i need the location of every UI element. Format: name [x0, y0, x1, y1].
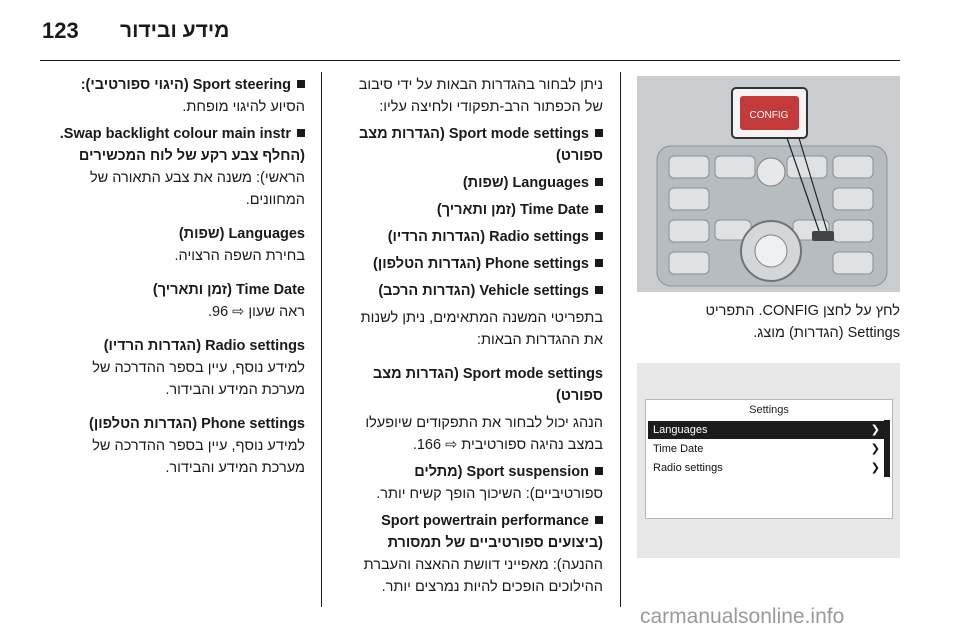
section-title: Time Date (זמן ותאריך) [152, 282, 305, 298]
section-title: Radio settings (הגדרות הרדיו) [103, 338, 305, 354]
body-line: בתפריטי המשנה המתאימים, ניתן לשנות [360, 310, 603, 326]
bullet-text: Sport powertrain performance [381, 513, 589, 529]
section-title: Languages (שפות) [178, 226, 305, 242]
bullet-text: Radio settings (הגדרות הרדיו) [387, 229, 589, 245]
left-column [40, 74, 305, 479]
square-bullet-icon [595, 467, 603, 475]
page-title: מידע ובידור [120, 19, 230, 42]
bullet-item [40, 74, 305, 96]
bullet-text-cont: ההילוכים הופכים להיות נמרצים יותר. [381, 579, 603, 595]
bullet-text: Sport mode settings (הגדרות מצב [358, 126, 589, 142]
intro-line: של הכפתור הרב-תפקודי ולחיצה עליו: [379, 99, 603, 115]
bullet-item [338, 280, 603, 302]
square-bullet-icon [595, 232, 603, 240]
caption-line: לחץ על לחצן CONFIG. התפריט [705, 303, 900, 319]
body-line: את ההגדרות הבאות: [476, 332, 603, 348]
section-title: Sport mode settings (הגדרות מצב [372, 366, 603, 382]
screen-item-languages[interactable] [648, 421, 884, 439]
bullet-text-cont: ספורטיביים): השיכוך הופך קשיח יותר. [376, 486, 603, 502]
body-line: הנהג יכול לבחור את התפקודים שיופעלו [365, 415, 603, 431]
bullet-text: Time Date (זמן ותאריך) [436, 202, 589, 218]
bullet-text: Vehicle settings (הגדרות הרכב) [378, 283, 589, 299]
screen-item-label: Radio settings [653, 462, 723, 474]
svg-text:CONFIG: CONFIG [749, 110, 789, 121]
page-number: 123 [42, 18, 79, 43]
bullet-item [338, 253, 603, 275]
screen-item-label: Languages [653, 424, 708, 436]
bullet-item [338, 461, 603, 483]
bullet-item [338, 199, 603, 221]
bullet-text: Sport suspension (מתלים [414, 464, 589, 480]
bullet-item [40, 123, 305, 145]
display-screenshot [637, 363, 900, 558]
watermark: carmanualsonline.info [640, 605, 845, 628]
screen-item-label: Time Date [653, 443, 704, 455]
bullet-text-cont: הראשי): משנה את צבע התאורה של [89, 170, 305, 186]
body-line: למידע נוסף, עיין בספר ההדרכה של [92, 360, 305, 376]
column-divider-left [321, 72, 322, 607]
header-rule [40, 60, 900, 61]
middle-column [338, 74, 603, 598]
square-bullet-icon [297, 80, 305, 88]
body-line: למידע נוסף, עיין בספר ההדרכה של [92, 438, 305, 454]
bullet-text-cont: (החלף צבע רקע של לוח המכשירים [78, 148, 305, 164]
chevron-right-icon: ❯ [870, 462, 880, 474]
body-line: מערכת המידע והבידור. [165, 382, 305, 398]
bullet-item [338, 510, 603, 532]
body-line: בחירת השפה הרצויה. [174, 248, 305, 264]
chevron-right-icon: ❯ [870, 443, 880, 455]
square-bullet-icon [595, 286, 603, 294]
square-bullet-icon [297, 129, 305, 137]
bullet-text: Swap backlight colour main instr. [59, 126, 291, 142]
screen-scrollbar[interactable] [884, 420, 890, 477]
bullet-text: Sport steering (היגוי ספורטיבי): [80, 77, 291, 93]
bullet-item [338, 226, 603, 248]
chevron-right-icon: ❯ [870, 424, 880, 436]
square-bullet-icon [595, 516, 603, 524]
bullet-item [338, 123, 603, 145]
bullet-text-cont: ההנעה): מאפייני דוושת ההאצה והעברת [363, 557, 603, 573]
bullet-text-cont: הסיוע להיגוי מופחת. [182, 99, 305, 115]
screen-item-time-date[interactable] [648, 440, 884, 458]
column-divider-right [620, 72, 621, 607]
body-line: ראה שעון ⇨ 96. [207, 304, 305, 320]
body-line: מערכת המידע והבידור. [165, 460, 305, 476]
square-bullet-icon [595, 178, 603, 186]
settings-screen [645, 399, 893, 519]
section-title: Phone settings (הגדרות הטלפון) [89, 416, 305, 432]
bullet-text-cont: המחוונים. [245, 192, 305, 208]
caption [637, 300, 900, 344]
square-bullet-icon [595, 205, 603, 213]
section-title: ספורט) [556, 388, 603, 404]
bullet-item [338, 172, 603, 194]
screen-item-radio-settings[interactable] [648, 459, 884, 477]
square-bullet-icon [595, 259, 603, 267]
console-photo [637, 76, 900, 292]
bullet-text-cont: ספורט) [556, 148, 603, 164]
body-line: במצב נהיגה ספורטיבית ⇨ 166. [412, 437, 603, 453]
intro-line: ניתן לבחור בהגדרות הבאות על ידי סיבוב [358, 77, 603, 93]
bullet-text-cont: (ביצועים ספורטיביים של תמסורת [387, 535, 603, 551]
screen-title: Settings [749, 404, 789, 416]
square-bullet-icon [595, 129, 603, 137]
bullet-text: Phone settings (הגדרות הטלפון) [373, 256, 589, 272]
bullet-text: Languages (שפות) [462, 175, 589, 191]
caption-line: Settings (הגדרות) מוצג. [753, 325, 900, 341]
